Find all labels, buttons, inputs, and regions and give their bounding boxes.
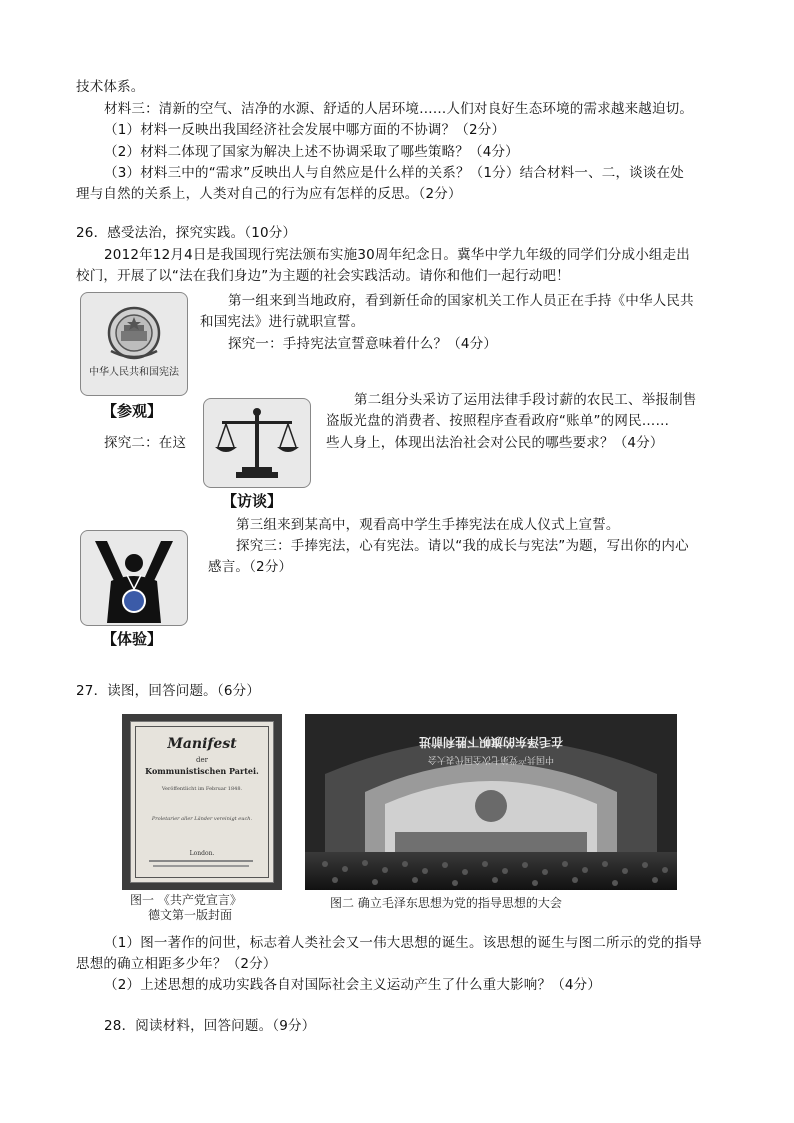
visit-text-line2: 和国宪法》进行就职宣誓。 [200, 314, 365, 330]
scales-icon [204, 399, 310, 487]
q25-sub-question-2: （2）材料二体现了国家为解决上述不协调采取了哪些策略？（4分） [104, 144, 519, 160]
experience-text-line1: 第三组来到某高中，观看高中学生手捧宪法在成人仪式上宣誓。 [236, 517, 620, 533]
cover-title2: Kommunistischen Partei. [145, 766, 259, 776]
q26-intro-line1: 2012年12月4日是我国现行宪法颁布实施30周年纪念日。冀华中学九年级的同学们分成小组走出 [104, 247, 691, 263]
q27-heading: 27．读图，回答问题。（6分） [76, 683, 261, 699]
cover-date: Veröffentlicht im Februar 1848. [161, 786, 243, 792]
visit-question: 探究一：手持宪法宣誓意味着什么？（4分） [228, 336, 498, 352]
interview-text-line2: 盗版光盘的消费者、按照程序查看政府“账单”的网民…… [326, 413, 670, 429]
figure1-manifesto-cover [122, 714, 282, 890]
q26-heading: 26．感受法治，探究实践。（10分） [76, 225, 297, 241]
congress-banner: 在毛泽东的旗帜下胜利前进 [419, 735, 564, 749]
constitution-emblem-icon [80, 292, 188, 396]
emblem-icon [81, 293, 187, 395]
raised-arms-icon [81, 531, 187, 625]
interview-text-line1: 第二组分头采访了运用法律手段讨薪的农民工、举报制售 [354, 392, 697, 408]
figure2-caption: 图二 确立毛泽东思想为党的指导思想的大会 [330, 896, 562, 910]
q25-material-3: 材料三：清新的空气、洁净的水源、舒适的人居环境……人们对良好生态环境的需求越来越迫切。 [104, 101, 694, 117]
interview-question-right: 些人身上，体现出法治社会对公民的哪些要求？（4分） [326, 435, 664, 451]
q25-sub-question-3-line2: 理与自然的关系上，人类对自己的行为应有怎样的反思。（2分） [76, 186, 462, 202]
cover-sub: der [196, 756, 208, 764]
figure1-caption-line1: 图一 《共产党宣言》 [130, 893, 242, 907]
scales-of-justice-icon [203, 398, 311, 488]
figure1-caption-line2: 德文第一版封面 [148, 908, 233, 922]
q25-sub-question-1: （1）材料一反映出我国经济社会发展中哪方面的不协调？（2分） [104, 122, 506, 138]
q25-text-tail: 技术体系。 [76, 79, 145, 95]
q28-heading: 28．阅读材料，回答问题。（9分） [104, 1018, 316, 1034]
q27-sub-question-2: （2）上述思想的成功实践各自对国际社会主义运动产生了什么重大影响？（4分） [104, 977, 602, 993]
experience-tag: 【体验】 [102, 630, 163, 648]
cover-motto: Proletarier aller Länder vereinigt euch. [151, 816, 253, 822]
experience-question-line2: 感言。（2分） [208, 559, 293, 575]
emblem-label: 中华人民共和国宪法 [89, 367, 179, 378]
q25-sub-question-3-line1: （3）材料三中的“需求”反映出人与自然应是什么样的关系？（1分）结合材料一、二，谈谈在处 [104, 165, 684, 181]
congress-sub-banner: 中国共产党第七次全国代表大会 [428, 754, 555, 764]
cover-city: London. [189, 850, 215, 857]
q26-intro-line2: 校门，开展了以“法在我们身边”为主题的社会实践活动。请你和他们一起行动吧！ [76, 268, 570, 284]
experience-question-line1: 探究三：手捧宪法，心有宪法。请以“我的成长与宪法”为题，写出你的内心 [236, 538, 689, 554]
visit-text-line1: 第一组来到当地政府，看到新任命的国家机关工作人员正在手持《中华人民共 [228, 293, 694, 309]
oath-person-icon [80, 530, 188, 626]
interview-question-left: 探究二：在这 [104, 435, 187, 451]
visit-tag: 【参观】 [102, 402, 163, 420]
figure2-congress-photo [305, 714, 677, 890]
q27-sub-question-1-line1: （1）图一著作的问世，标志着人类社会又一伟大思想的诞生。该思想的诞生与图二所示的党的指导 [104, 935, 702, 951]
cover-title: Manifest [167, 736, 237, 752]
interview-tag: 【访谈】 [222, 492, 283, 510]
q27-sub-question-1-line2: 思想的确立相距多少年？（2分） [76, 956, 277, 972]
